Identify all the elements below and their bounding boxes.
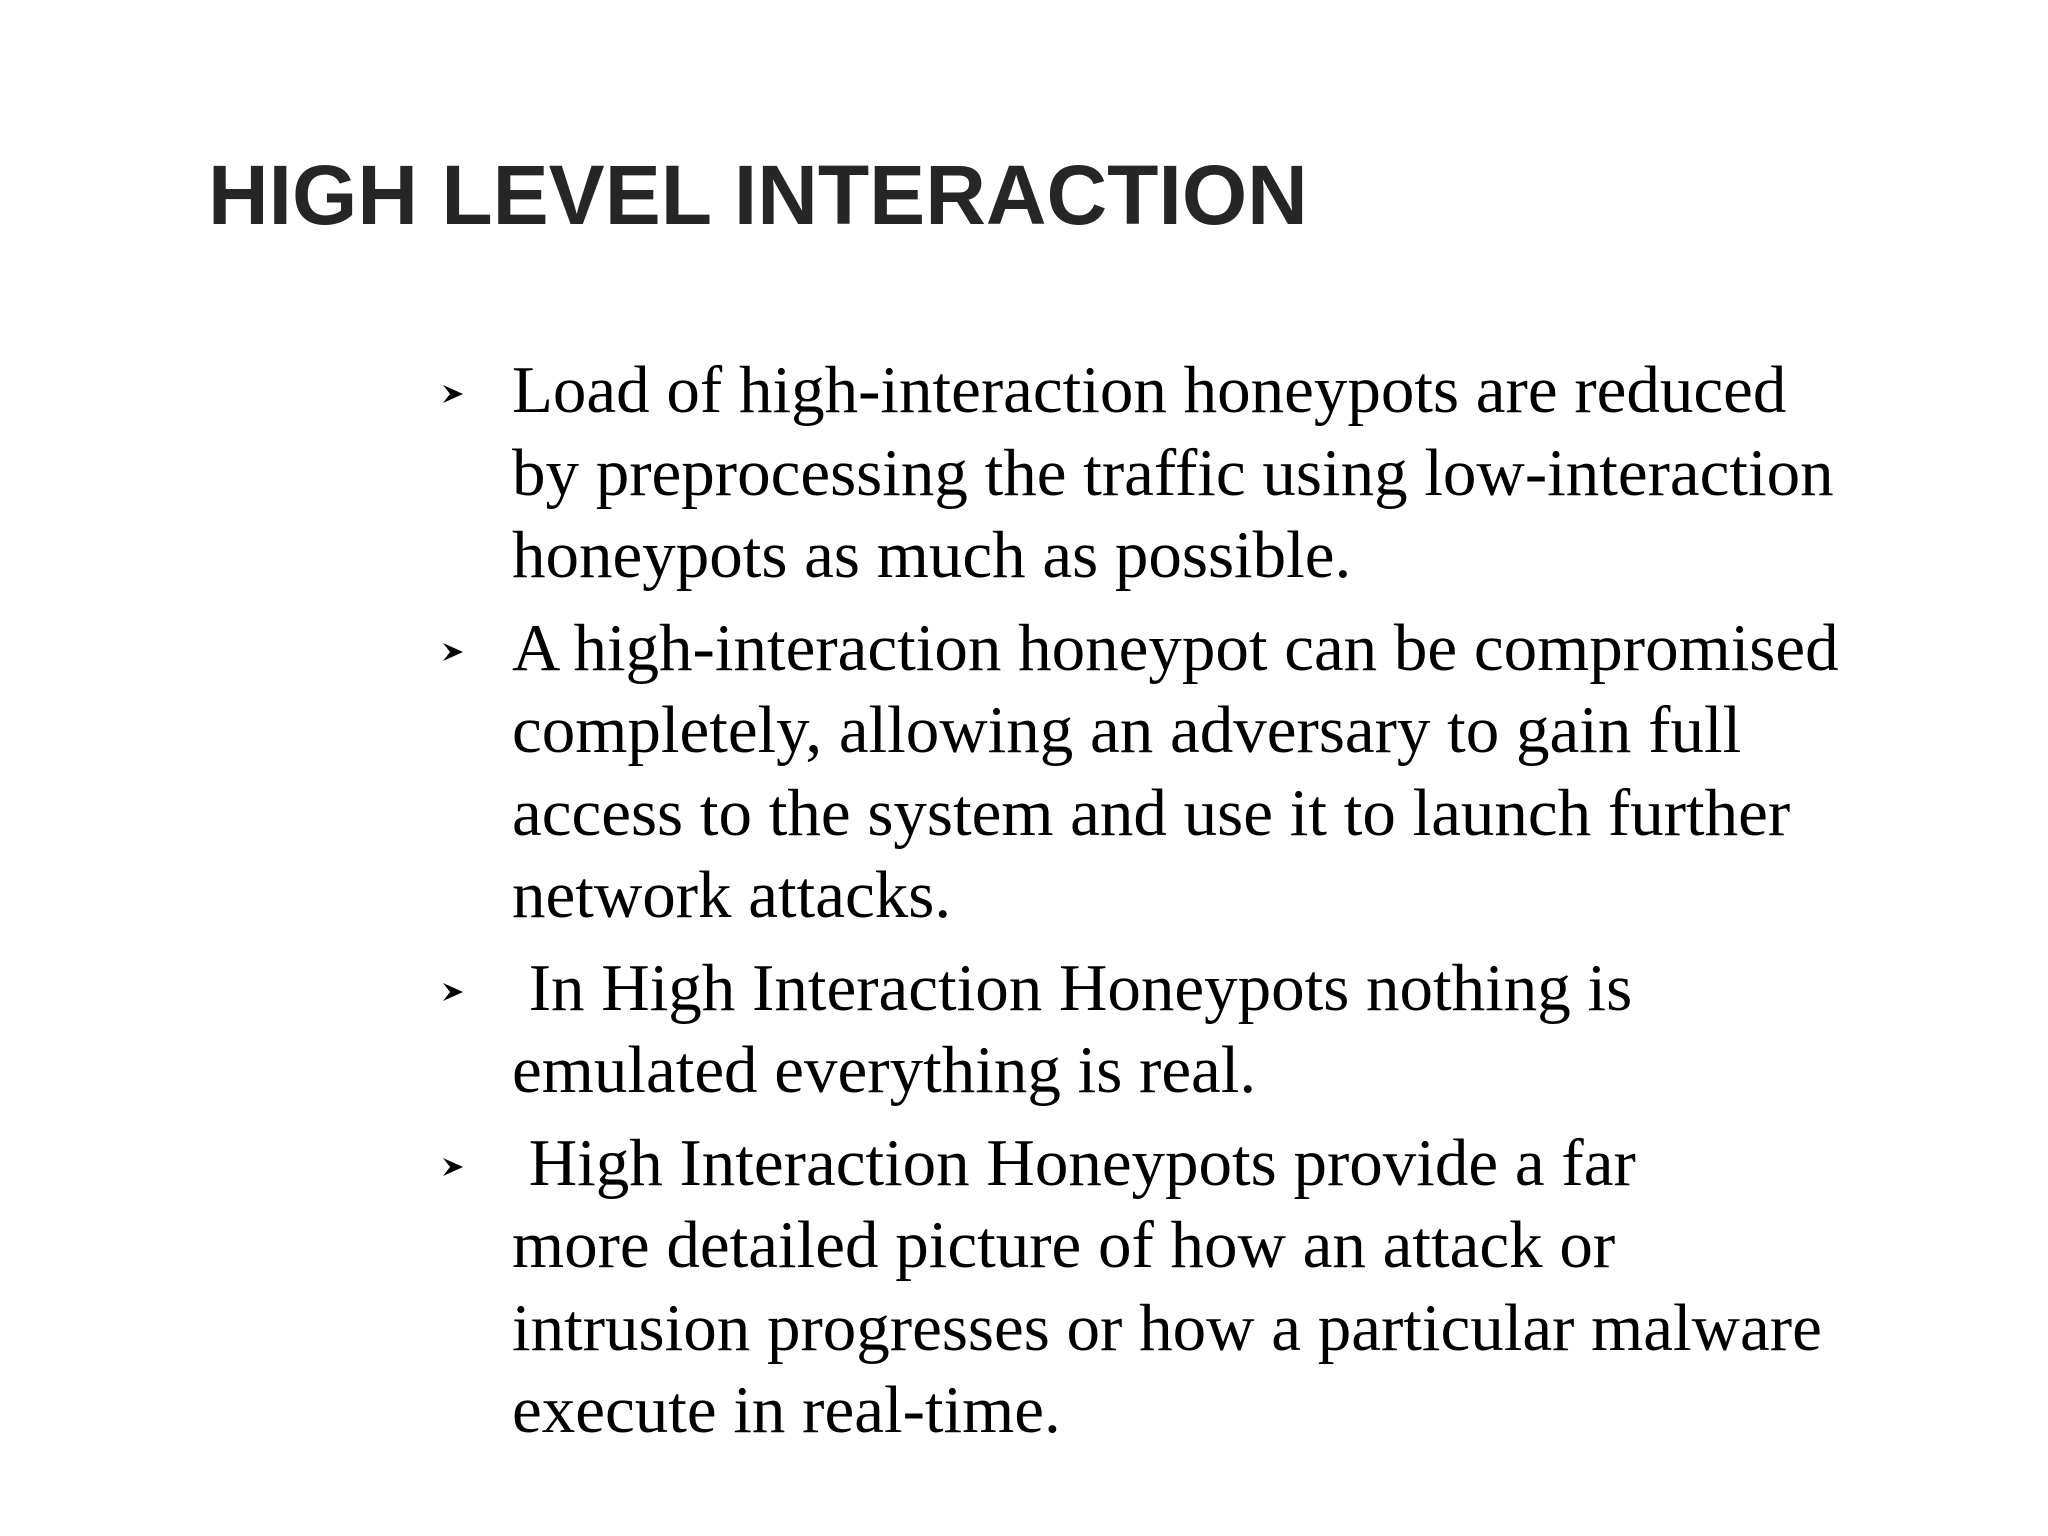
arrowhead-bullet-icon [438,947,478,1030]
arrowhead-bullet-icon [438,349,478,432]
bullet-line: access to the system and use it to launch further [512,775,1791,850]
arrowhead-bullet-icon [438,607,478,690]
bullet-line: execute in real-time. [512,1373,1061,1447]
bullet-item [438,607,1938,937]
bullet-line: In High Interaction Honeypots nothing is [512,950,1633,1025]
bullet-item [438,947,1938,1112]
bullet-line: by preprocessing the traffic using low-interaction [512,435,1834,510]
bullet-list [438,349,1938,1462]
bullet-line: more detailed picture of how an attack or [512,1208,1616,1282]
bullet-line: intrusion progresses or how a particular malware [512,1290,1822,1365]
bullet-line: Load of high-interaction honeypots are reduced [512,353,1787,427]
bullet-line: network attacks. [512,858,952,932]
bullet-line: honeypots as much as possible. [512,518,1352,592]
bullet-line: High Interaction Honeypots provide a far [512,1125,1636,1200]
bullet-line: emulated everything is real. [512,1033,1257,1107]
bullet-item [438,1122,1938,1452]
bullet-line: A high-interaction honeypot can be compromised [512,610,1839,685]
slide-title: HIGH LEVEL INTERACTION [208,148,1308,242]
arrowhead-bullet-icon [438,1122,478,1205]
bullet-line: completely, allowing an adversary to gain full [512,693,1742,767]
bullet-item [438,349,1938,597]
